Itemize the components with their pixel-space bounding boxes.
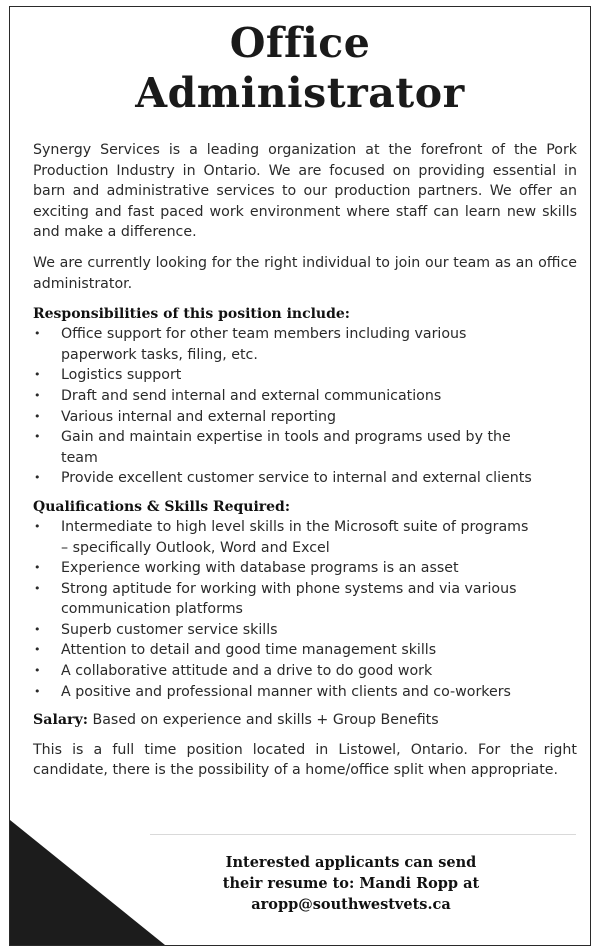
- list-item: [33, 579, 577, 620]
- bullet-icon: •: [34, 664, 41, 678]
- bullet-icon: •: [34, 519, 41, 533]
- list-item-text: A collaborative attitude and a drive to do good work: [61, 663, 433, 680]
- salary-line: [33, 710, 577, 731]
- list-item-text: Intermediate to high level skills in the Microsoft suite of programs – specifically Outlook, Word and Excel: [61, 518, 529, 556]
- list-item-text: Experience working with database programs is an asset: [61, 560, 459, 577]
- bullet-icon: •: [34, 368, 41, 382]
- bullet-icon: •: [34, 643, 41, 657]
- position-paragraph: We are currently looking for the right individual to join our team as an office administrator.: [33, 254, 577, 292]
- intro-paragraph: Synergy Services is a leading organization at the forefront of the Pork Production Industry in Ontario. We are focused on providing essential in barn and administrative services to our production partners. We offer an exciting and fast paced work environment where staff can learn new skills and make a difference.: [33, 142, 577, 241]
- apply-email[interactable]: aropp@southwestvets.ca: [251, 896, 451, 913]
- location-paragraph: This is a full time position located in Listowel, Ontario. For the right candidate, there is the possibility of a home/office split when appropriate.: [33, 741, 577, 779]
- list-item-text: Draft and send internal and external communications: [61, 387, 442, 404]
- bullet-icon: •: [34, 430, 41, 444]
- list-item: [33, 407, 577, 428]
- responsibilities-list: [33, 324, 577, 489]
- qualifications-heading: Qualifications & Skills Required:: [33, 498, 291, 515]
- qualifications-list: [33, 517, 577, 702]
- ad-body: [33, 140, 577, 791]
- list-item-text: Various internal and external reporting: [61, 408, 336, 425]
- bullet-icon: •: [34, 471, 41, 485]
- title-line-1: Office: [229, 19, 371, 67]
- list-item: [33, 324, 577, 365]
- list-item-text: Gain and maintain expertise in tools and programs used by the team: [61, 429, 511, 466]
- salary-label: Salary:: [33, 712, 88, 729]
- list-item-text: A positive and professional manner with clients and co-workers: [61, 683, 511, 700]
- list-item: [33, 517, 577, 558]
- list-item: [33, 682, 577, 703]
- apply-block: [150, 852, 552, 915]
- title-line-2: Administrator: [135, 69, 465, 117]
- bullet-icon: •: [34, 561, 41, 575]
- list-item-text: Provide excellent customer service to internal and external clients: [61, 470, 532, 487]
- bullet-icon: •: [34, 327, 41, 341]
- list-item-text: Superb customer service skills: [61, 621, 278, 638]
- list-item-text: Logistics support: [61, 367, 182, 384]
- page-title: [0, 18, 600, 118]
- corner-decoration: [10, 820, 165, 945]
- list-item-text: Strong aptitude for working with phone systems and via various communication platforms: [61, 580, 517, 618]
- list-item: [33, 640, 577, 661]
- list-item: [33, 620, 577, 641]
- list-item: [33, 386, 577, 407]
- bullet-icon: •: [34, 409, 41, 423]
- bullet-icon: •: [34, 388, 41, 402]
- list-item-text: Office support for other team members including various paperwork tasks, filing, etc.: [61, 326, 467, 363]
- list-item: [33, 427, 577, 468]
- salary-text: Based on experience and skills + Group Benefits: [87, 712, 439, 729]
- bullet-icon: •: [34, 581, 41, 595]
- bullet-icon: •: [34, 684, 41, 698]
- bullet-icon: •: [34, 622, 41, 636]
- list-item: [33, 661, 577, 682]
- responsibilities-heading: Responsibilities of this position include:: [33, 306, 350, 323]
- list-item: [33, 558, 577, 579]
- apply-line-1: Interested applicants can send: [225, 854, 477, 871]
- list-item: [33, 365, 577, 386]
- divider: [150, 834, 576, 835]
- list-item: [33, 468, 577, 489]
- list-item-text: Attention to detail and good time management skills: [61, 642, 437, 659]
- apply-line-2: their resume to: Mandi Ropp at: [222, 875, 480, 892]
